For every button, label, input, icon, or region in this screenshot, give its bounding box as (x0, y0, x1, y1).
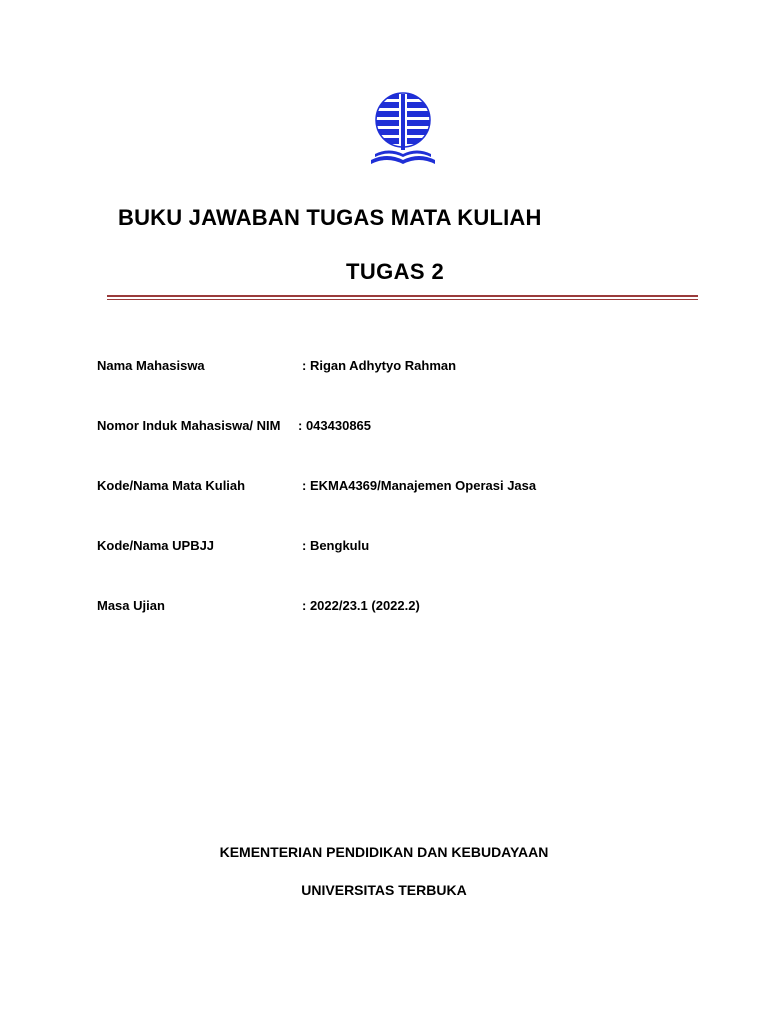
field-value-nim: : 043430865 (298, 418, 372, 433)
university-logo-icon (369, 90, 437, 168)
field-label-nim: Nomor Induk Mahasiswa/ NIM (97, 418, 281, 433)
divider-thick (107, 295, 698, 297)
field-value-masa-ujian: : 2022/23.1 (2022.2) (302, 598, 420, 613)
footer-ministry: KEMENTERIAN PENDIDIKAN DAN KEBUDAYAAN (219, 844, 549, 860)
field-value-mata-kuliah: : EKMA4369/Manajemen Operasi Jasa (302, 478, 537, 493)
field-label-upbjj: Kode/Nama UPBJJ (97, 538, 215, 553)
divider-thin (107, 299, 698, 300)
field-label-nama: Nama Mahasiswa (97, 358, 205, 373)
field-label-masa-ujian: Masa Ujian (97, 598, 165, 613)
field-value-nama: : Rigan Adhytyo Rahman (302, 358, 457, 373)
document-title: BUKU JAWABAN TUGAS MATA KULIAH (118, 205, 542, 230)
field-value-upbjj: : Bengkulu (302, 538, 370, 553)
field-label-mata-kuliah: Kode/Nama Mata Kuliah (97, 478, 246, 493)
footer-university: UNIVERSITAS TERBUKA (301, 882, 467, 898)
document-subtitle: TUGAS 2 (346, 259, 445, 284)
